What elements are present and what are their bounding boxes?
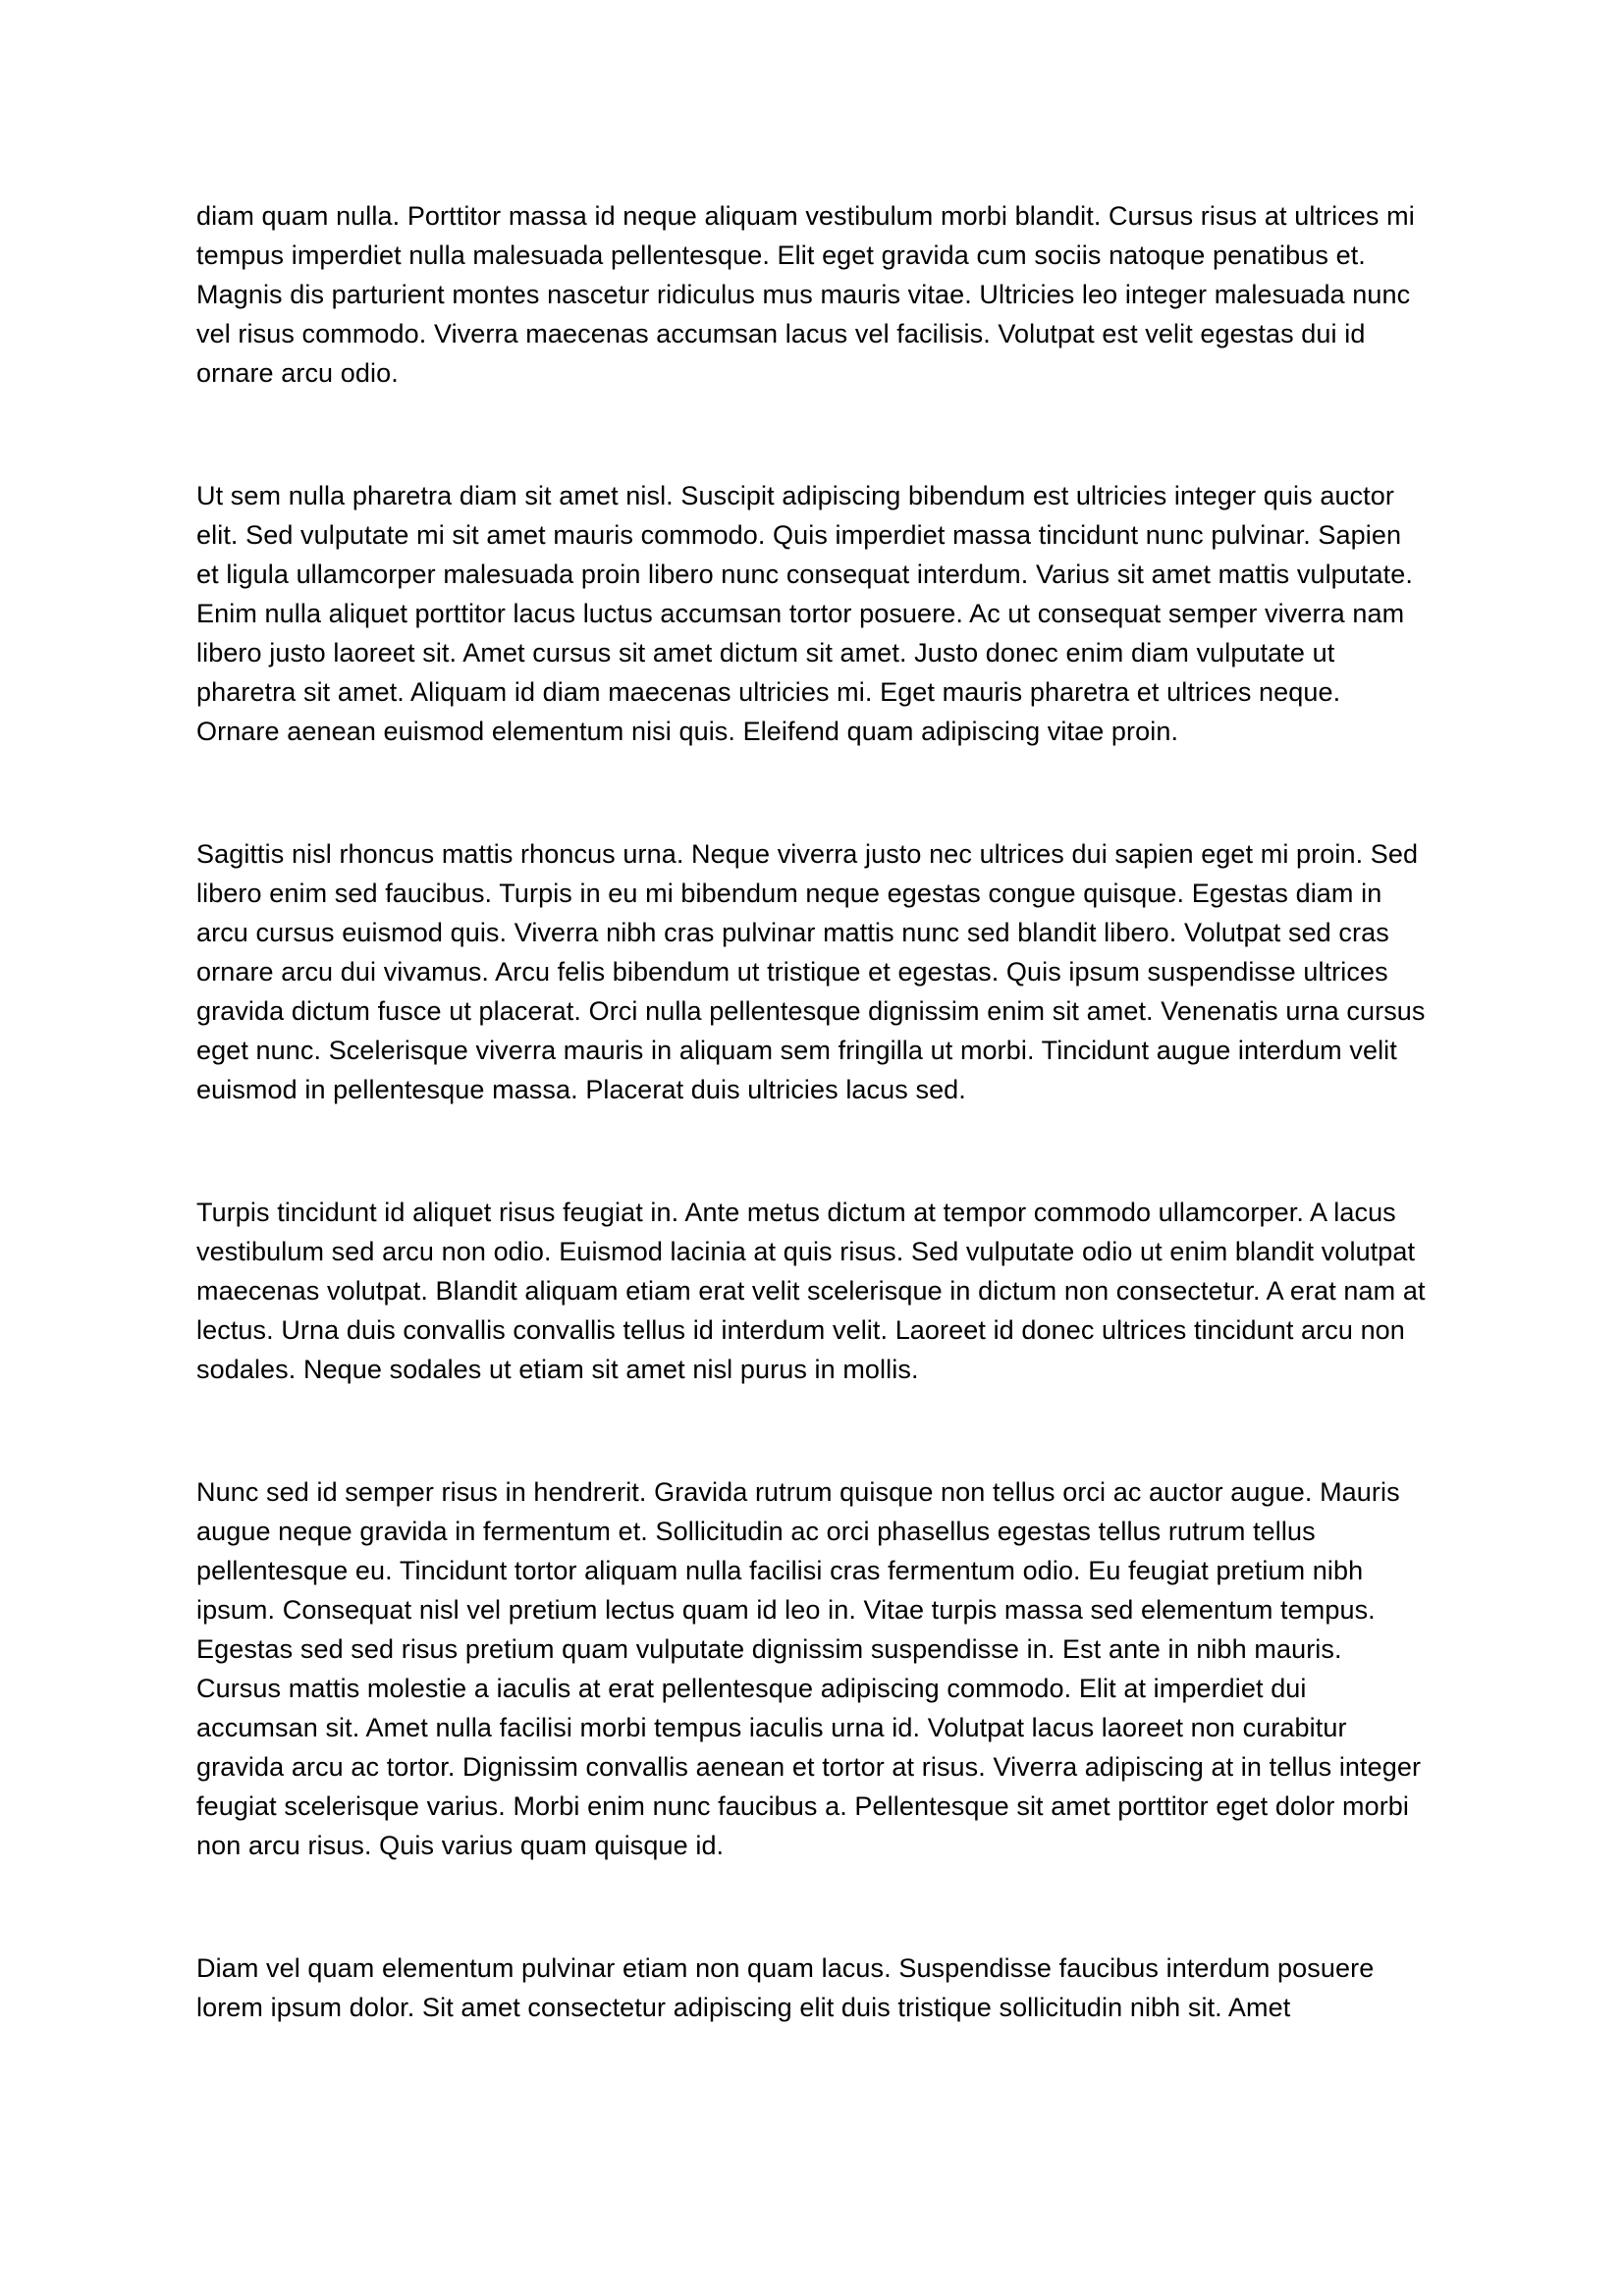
paragraph-5: Nunc sed id semper risus in hendrerit. Gravida rutrum quisque non tellus orci ac auctor augue. Mauris augue neque gravida in fermentum et. Sollicitudin ac orci phasellus egestas tellus rutrum tellus pellentesque eu. Tincidunt tortor aliquam nulla facilisi cras fermentum odio. Eu feugiat pretium nibh ipsum. Consequat nisl vel pretium lectus quam id leo in. Vitae turpis massa sed elementum tempus. Egestas sed sed risus pretium quam vulputate dignissim suspendisse in. Est ante in nibh mauris. Cursus mattis molestie a iaculis at erat pellentesque adipiscing commodo. Elit at imperdiet dui accumsan sit. Amet nulla facilisi morbi tempus iaculis urna id. Volutpat lacus laoreet non curabitur gravida arcu ac tortor. Dignissim convallis aenean et tortor at risus. Viverra adipiscing at in tellus integer feugiat scelerisque varius. Morbi enim nunc faucibus a. Pellentesque sit amet porttitor eget dolor morbi non arcu risus. Quis varius quam quisque id. xyxy=(196,1477,1422,1860)
paragraph-4: Turpis tincidunt id aliquet risus feugiat in. Ante metus dictum at tempor commodo ullamcorper. A lacus vestibulum sed arcu non odio. Euismod lacinia at quis risus. Sed vulputate odio ut enim blandit volutpat maecenas volutpat. Blandit aliquam etiam erat velit scelerisque in dictum non consectetur. A erat nam at lectus. Urna duis convallis convallis tellus id interdum velit. Laoreet id donec ultrices tincidunt arcu non sodales. Neque sodales ut etiam sit amet nisl purus in mollis. xyxy=(196,1198,1426,1384)
document-text-block xyxy=(196,196,1428,2027)
paragraph-2: Ut sem nulla pharetra diam sit amet nisl. Suscipit adipiscing bibendum est ultricies integer quis auctor elit. Sed vulputate mi sit amet mauris commodo. Quis imperdiet massa tincidunt nunc pulvinar. Sapien et ligula ullamcorper malesuada proin libero nunc consequat interdum. Varius sit amet mattis vulputate. Enim nulla aliquet porttitor lacus luctus accumsan tortor posuere. Ac ut consequat semper viverra nam libero justo laoreet sit. Amet cursus sit amet dictum sit amet. Justo donec enim diam vulputate ut pharetra sit amet. Aliquam id diam maecenas ultricies mi. Eget mauris pharetra et ultrices neque. Ornare aenean euismod elementum nisi quis. Eleifend quam adipiscing vitae proin. xyxy=(196,481,1413,746)
paragraph-3: Sagittis nisl rhoncus mattis rhoncus urna. Neque viverra justo nec ultrices dui sapien eget mi proin. Sed libero enim sed faucibus. Turpis in eu mi bibendum neque egestas congue quisque. Egestas diam in arcu cursus euismod quis. Viverra nibh cras pulvinar mattis nunc sed blandit libero. Volutpat sed cras ornare arcu dui vivamus. Arcu felis bibendum ut tristique et egestas. Quis ipsum suspendisse ultrices gravida dictum fusce ut placerat. Orci nulla pellentesque dignissim enim sit amet. Venenatis urna cursus eget nunc. Scelerisque viverra mauris in aliquam sem fringilla ut morbi. Tincidunt augue interdum velit euismod in pellentesque massa. Placerat duis ultricies lacus sed. xyxy=(196,839,1426,1104)
paragraph-1: diam quam nulla. Porttitor massa id neque aliquam vestibulum morbi blandit. Cursus risus at ultrices mi tempus imperdiet nulla malesuada pellentesque. Elit eget gravida cum sociis natoque penatibus et. Magnis dis parturient montes nascetur ridiculus mus mauris vitae. Ultricies leo integer malesuada nunc vel risus commodo. Viverra maecenas accumsan lacus vel facilisis. Volutpat est velit egestas dui id ornare arcu odio. xyxy=(196,201,1415,388)
paragraph-6: Diam vel quam elementum pulvinar etiam non quam lacus. Suspendisse faucibus interdum posuere lorem ipsum dolor. Sit amet consectetur adipiscing elit duis tristique sollicitudin nibh sit. Amet xyxy=(196,1953,1375,2022)
